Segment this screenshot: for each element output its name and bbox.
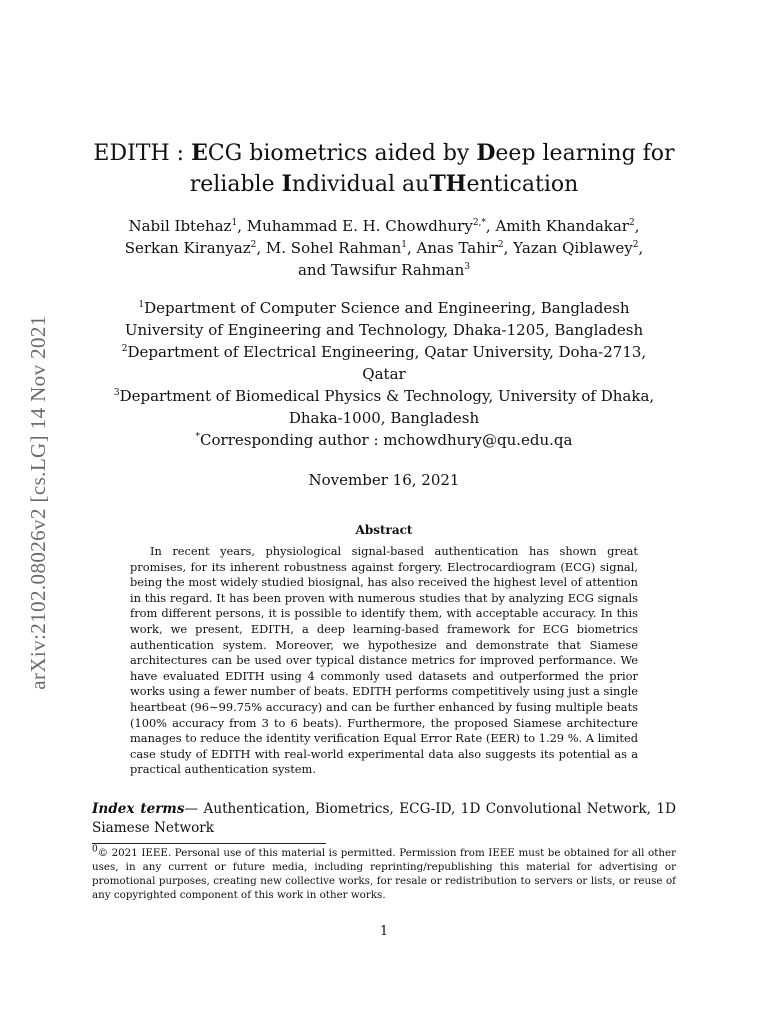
affil-line: Department of Biomedical Physics & Technology, University of Dhaka,	[119, 387, 655, 405]
author-affil-mark: 1	[401, 240, 408, 250]
author-affil-mark: 2	[497, 240, 504, 250]
footnote-mark: 0	[92, 844, 98, 855]
author-name: , Muhammad E. H. Chowdhury	[237, 217, 473, 235]
author-name: , Amith Khandakar	[485, 217, 629, 235]
title-bold: I	[281, 171, 292, 197]
affil-mark: 2	[121, 344, 128, 354]
title-bold: TH	[429, 171, 467, 197]
title-bold: D	[476, 140, 496, 166]
copyright-footnote	[92, 846, 676, 902]
affil-line: Dhaka-1000, Bangladesh	[288, 409, 480, 427]
index-terms	[92, 800, 676, 838]
title-part: CG biometrics aided by	[207, 141, 477, 166]
affil-line: Department of Computer Science and Engineering, Bangladesh	[144, 299, 630, 317]
title-bold: E	[191, 140, 208, 166]
author-separator: ,	[634, 217, 640, 235]
author-affil-mark: 2,*	[472, 218, 486, 228]
title-part: ndividual au	[291, 172, 430, 197]
arxiv-stamp-text: arXiv:2102.08026v2 [cs.LG] 14 Nov 2021	[25, 314, 50, 690]
author-name: , Yazan Qiblawey	[503, 239, 633, 257]
index-terms-text: — Authentication, Biometrics, ECG-ID, 1D Convolutional Network, 1D Siamese Network	[92, 801, 676, 836]
title-part: reliable	[189, 172, 282, 197]
abstract-heading: Abstract	[355, 523, 413, 537]
author-separator: ,	[638, 239, 644, 257]
title-part: EDITH :	[93, 141, 192, 166]
affil-line: Department of Electrical Engineering, Qatar University, Doha-2713,	[127, 343, 647, 361]
footnote-rule	[92, 843, 326, 844]
author-name: , M. Sohel Rahman	[256, 239, 402, 257]
author-name: , Anas Tahir	[407, 239, 498, 257]
author-affil-mark: 2	[250, 240, 257, 250]
affil-mark: 3	[113, 388, 120, 398]
author-affil-mark: 1	[231, 218, 238, 228]
arxiv-stamp	[21, 316, 55, 688]
affil-mark: 1	[138, 300, 145, 310]
affil-line: University of Engineering and Technology, Dhaka-1205, Bangladesh	[124, 321, 644, 339]
title-part: entication	[466, 172, 579, 197]
author-name: Nabil Ibtehaz	[128, 217, 232, 235]
corresponding-author: Corresponding author : mchowdhury@qu.edu.qa	[200, 431, 573, 449]
footnote-text: © 2021 IEEE. Personal use of this material is permitted. Permission from IEEE must be obtained for all other uses, in any current or future media, including reprinting/republishing this material for advertising or promotional purposes, creating new collective works, for resale or redistribution to servers or lists, or reuse of any copyrighted component of this work in other works.	[92, 847, 676, 901]
affil-line: Qatar	[362, 365, 406, 383]
author-affil-mark: 3	[464, 262, 471, 272]
abstract-body: In recent years, physiological signal-based authentication has shown great promises, for its inherent robustness against forgery. Electrocardiogram (ECG) signal, being the most widely studied biosignal, has also received the highest level of attention in this regard. It has been proven with numerous studies that by analyzing ECG signals from different persons, it is possible to identify them, with acceptable accuracy. In this work, we present, EDITH, a deep learning-based framework for ECG biometrics authentication system. Moreover, we hypothesize and demonstrate that Siamese architectures can be used over typical distance metrics for improved performance. We have evaluated EDITH using 4 commonly used datasets and outperformed the prior works using a fewer number of beats. EDITH performs competitively using just a single heartbeat (96∼99.75% accuracy) and can be further enhanced by fusing multiple beats (100% accuracy from 3 to 6 beats). Furthermore, the proposed Siamese architecture manages to reduce the identity verification Equal Error Rate (EER) to 1.29 %. A limited case study of EDITH with real-world experimental data also suggests its potential as a practical authentication system.	[130, 544, 638, 777]
publication-date: November 16, 2021	[308, 471, 460, 489]
affiliations	[90, 297, 678, 451]
author-affil-mark: 2	[632, 240, 639, 250]
paper-title	[80, 138, 688, 200]
index-terms-label: Index terms	[92, 801, 185, 817]
author-list	[90, 215, 678, 281]
title-part: eep learning for	[495, 141, 675, 166]
page-number: 1	[379, 924, 389, 939]
author-name: Serkan Kiranyaz	[124, 239, 251, 257]
author-affil-mark: 2	[628, 218, 635, 228]
author-name: and Tawsifur Rahman	[297, 261, 465, 279]
affil-mark: *	[195, 432, 201, 442]
